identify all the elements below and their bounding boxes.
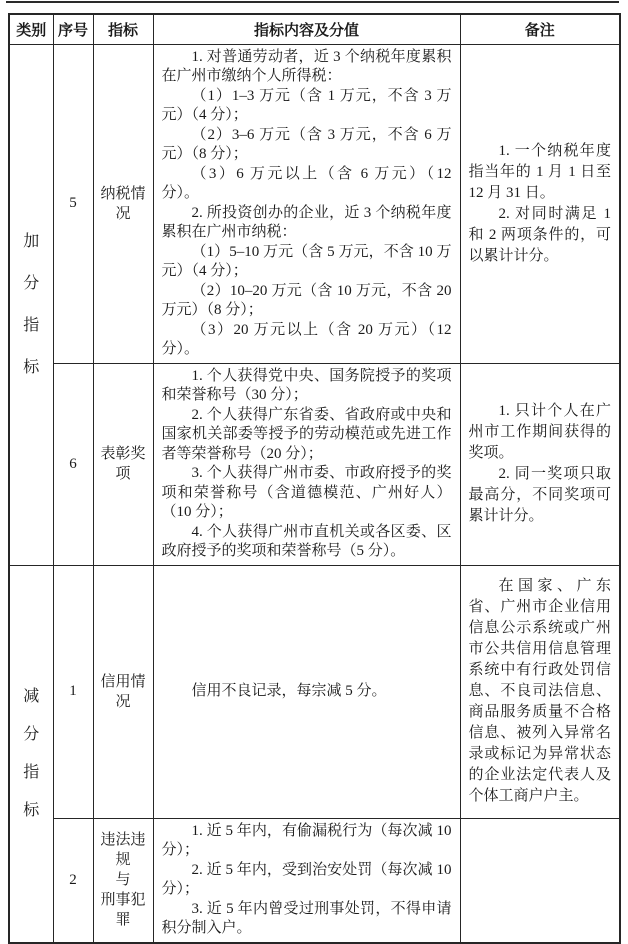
row-tax-status <box>9 44 620 363</box>
content-paragraph: 3. 个人获得广州市委、市政府授予的奖项和荣誉称号（含道德模范、广州好人）（10 分）； <box>161 465 452 520</box>
category-char: 减 <box>23 687 40 705</box>
category-label-bonus <box>12 234 51 376</box>
category-char: 指 <box>23 763 40 781</box>
page-top-rule <box>6 1 619 3</box>
content-paragraph: 3. 近 5 年内曾受过刑事处罚，不得申请积分制入户。 <box>161 900 452 936</box>
col-header-remark: 备注 <box>460 14 620 44</box>
content-paragraph: 1. 对普通劳动者，近 3 个纳税年度累积在广州市缴纳个人所得税： <box>161 48 452 84</box>
row-number: 6 <box>53 363 93 565</box>
content-paragraph: 2. 近 5 年内，受到治安处罚（每次减 10 分）； <box>161 861 452 897</box>
indicator-line: 违法违规 <box>100 832 146 868</box>
category-cell-deduction <box>9 565 53 943</box>
indicator-cell-crime <box>93 818 153 943</box>
category-char: 指 <box>23 316 40 334</box>
col-header-indicator: 指标 <box>93 14 153 44</box>
remark-paragraph: 2. 对同时满足 1 和 2 两项条件的，可以累计计分。 <box>468 205 611 264</box>
content-paragraph: 1. 近 5 年内，有偷漏税行为（每次减 10 分）； <box>161 822 452 858</box>
indicator-line: 刑事犯罪 <box>100 892 146 928</box>
content-cell-tax <box>153 44 460 363</box>
remark-paragraph: 1. 只计个人在广州市工作期间获得的奖项。 <box>468 403 611 461</box>
content-paragraph: （2）3–6 万元（含 3 万元，不含 6 万元）（8 分）； <box>161 126 452 162</box>
content-paragraph: 4. 个人获得广州市直机关或各区委、区政府授予的奖项和荣誉称号（5 分）。 <box>161 523 452 559</box>
content-cell-credit <box>153 565 460 818</box>
category-cell-bonus <box>9 44 53 565</box>
indicator-cell-awards: 表彰奖项 <box>93 363 153 565</box>
category-char: 标 <box>23 801 40 819</box>
remark-paragraph: 2. 同一奖项只取最高分，不同奖项可累计计分。 <box>468 466 611 524</box>
remark-paragraph: 1. 一个纳税年度指当年的 1 月 1 日至 12 月 31 日。 <box>468 142 611 201</box>
content-cell-awards <box>153 363 460 565</box>
remark-cell-tax <box>460 44 620 363</box>
content-paragraph: （1）5–10 万元（含 5 万元，不含 10 万元）（4 分）； <box>161 243 452 279</box>
row-number: 2 <box>53 818 93 943</box>
col-header-content: 指标内容及分值 <box>153 14 460 44</box>
content-cell-crime <box>153 818 460 943</box>
remark-cell-credit <box>460 565 620 818</box>
remark-cell-awards <box>460 363 620 565</box>
indicator-cell-tax: 纳税情况 <box>93 44 153 363</box>
header-row <box>9 14 620 44</box>
remark-paragraph: 在国家、广东省、广州市企业信用信息公示系统或广州市公共信用信息管理系统中有行政处罚信息、不良司法信息、商品服务质量不合格信息、被列入异常名录或标记为异常状态的企业法定代表人及个体工商户户主。 <box>468 578 611 804</box>
row-number: 5 <box>53 44 93 363</box>
indicator-cell-credit: 信用情况 <box>93 565 153 818</box>
content-paragraph: （3）20 万元以上（含 20 万元）（12 分）。 <box>161 321 452 357</box>
category-char: 分 <box>23 274 40 292</box>
content-paragraph: 信用不良记录，每宗减 5 分。 <box>191 682 387 699</box>
content-paragraph: （2）10–20 万元（含 10 万元，不含 20 万元）（8 分）； <box>161 282 452 318</box>
row-credit-status <box>9 565 620 818</box>
row-number: 1 <box>53 565 93 818</box>
category-char: 加 <box>23 232 40 250</box>
category-label-deduction <box>12 689 51 819</box>
content-paragraph: 2. 所投资创办的企业，近 3 个纳税年度累积在广州市纳税： <box>161 204 452 240</box>
content-paragraph: 2. 个人获得广东省委、省政府或中央和国家机关部委等授予的劳动模范或先进工作者等荣誉称号（20 分）； <box>161 406 452 462</box>
col-header-number: 序号 <box>53 14 93 44</box>
category-char: 分 <box>23 725 40 743</box>
row-violations-crime <box>9 818 620 943</box>
content-paragraph: 1. 个人获得党中央、国务院授予的奖项和荣誉称号（30 分）； <box>161 367 452 403</box>
indicator-line: 与 <box>115 872 131 888</box>
col-header-category: 类别 <box>9 14 53 44</box>
content-paragraph: （1）1–3 万元（含 1 万元，不含 3 万元）（4 分）； <box>161 87 452 123</box>
score-table <box>8 13 621 944</box>
row-awards <box>9 363 620 565</box>
content-paragraph: （3）6 万元以上（含 6 万元）（12 分）。 <box>161 165 452 201</box>
category-char: 标 <box>23 358 40 376</box>
remark-cell-crime <box>460 818 620 943</box>
